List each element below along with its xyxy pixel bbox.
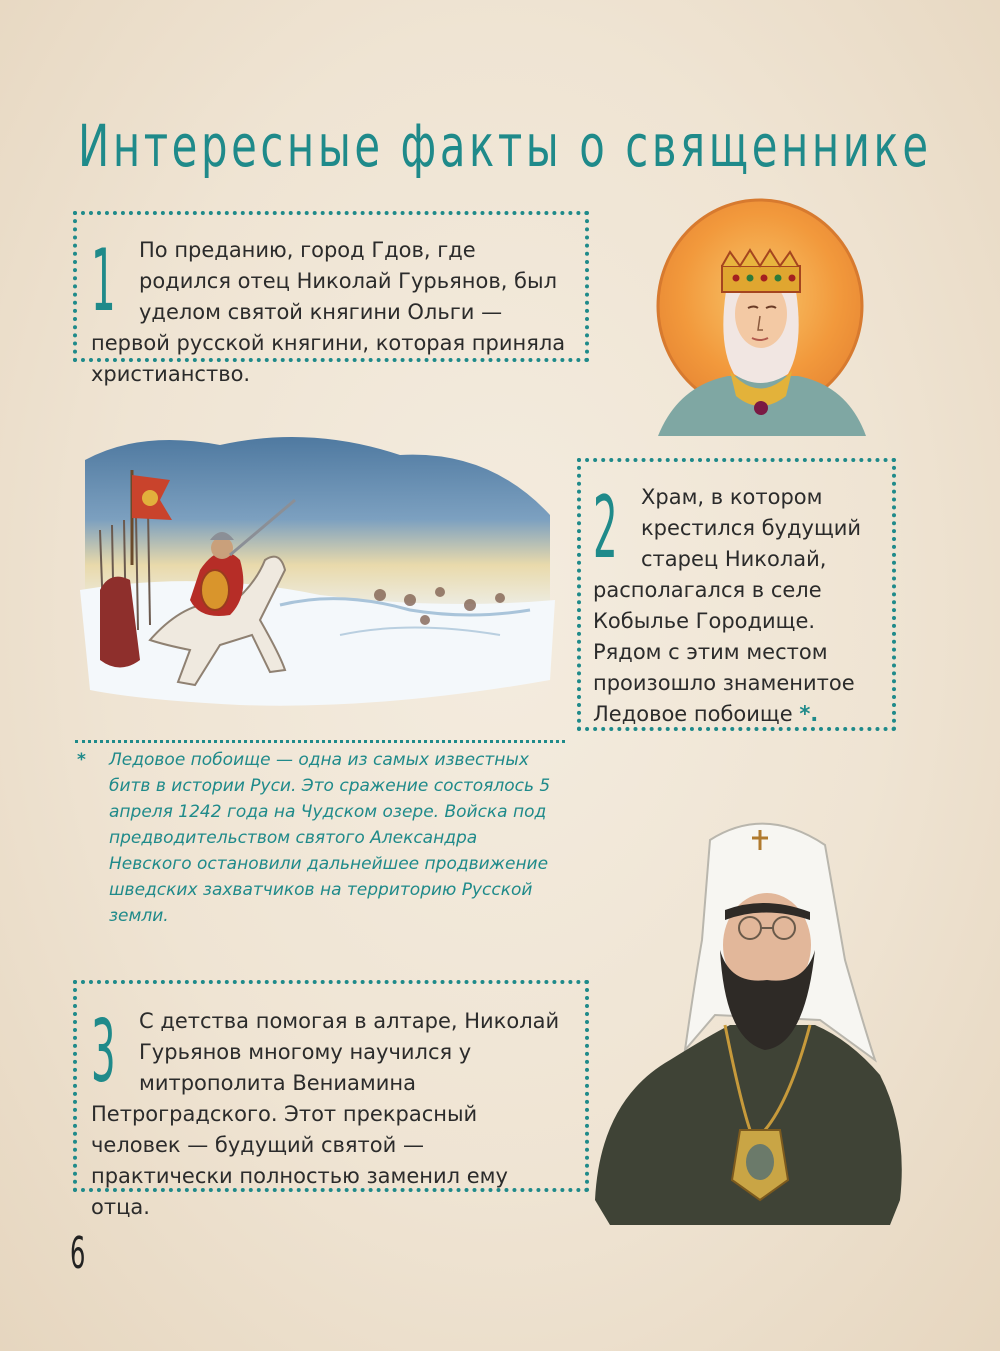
saint-olga-portrait: [648, 196, 878, 436]
fact-number-1: 1: [91, 231, 116, 331]
fact-box-2: [577, 458, 896, 731]
metropolitan-veniamin-portrait: [590, 800, 910, 1230]
page-number: 6: [70, 1228, 86, 1279]
fact-box-3: [73, 980, 589, 1219]
ice-battle-illustration: [80, 420, 560, 720]
fact-number-2: 2: [593, 478, 618, 578]
fact-box-1: [73, 211, 589, 386]
footnote-text: Ледовое побоище — одна из самых известных битв в истории Руси. Это сражение состоялось 5 апреля 1242 года на Чудском озере. Войска под предводительством святого Александра Невского остановили дальнейшее продвижение шведских захватчиков на территорию Русской земли.: [109, 750, 551, 926]
page-title: Интересные факты о священнике: [78, 112, 932, 180]
fact-text-2-body: Храм, в котором крестился будущий старец Николай, располагался в селе Кобылье Городище. Рядом с этим местом произошло знаменитое Ледовое побоище: [593, 485, 862, 726]
ice-battle-icon: [80, 420, 560, 720]
footnote-marker-inline: *.: [799, 702, 819, 726]
footnote-marker: *: [77, 750, 86, 770]
fact-text-1: По преданию, город Гдов, где родился отец Николай Гурьянов, был уделом святой княгини Ольги — первой русской княгини, которая приняла христианство.: [91, 238, 566, 386]
footnote: [75, 740, 565, 929]
fact-text-2: [593, 478, 880, 730]
saint-olga-icon: [648, 196, 878, 436]
fact-text-3: С детства помогая в алтаре, Николай Гурьянов многому научился у митрополита Вениамина Петроградского. Этот прекрасный человек — будущий святой — практически полностью заменил ему отца.: [91, 1009, 560, 1219]
metropolitan-veniamin-icon: [590, 800, 910, 1230]
fact-number-3: 3: [91, 1002, 116, 1102]
